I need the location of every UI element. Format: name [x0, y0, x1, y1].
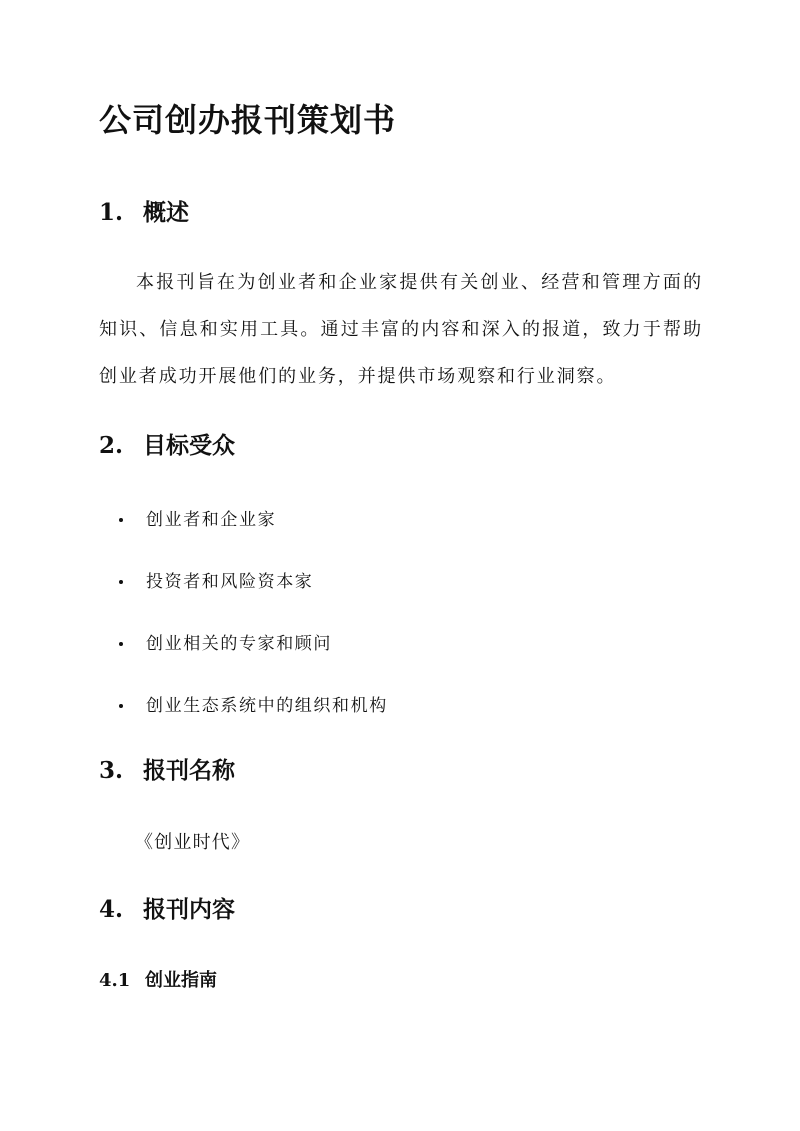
- document-title: 公司创办报刊策划书: [99, 101, 397, 139]
- section-heading-target-audience: [99, 428, 235, 464]
- list-item: [99, 500, 388, 562]
- section-number: 4.: [99, 896, 124, 923]
- list-item-text: 创业者和企业家: [146, 510, 277, 530]
- list-item-text: 创业生态系统中的组织和机构: [146, 696, 388, 716]
- section-title: 概述: [143, 199, 189, 226]
- section-heading-publication-name: [99, 753, 235, 789]
- section-title: 报刊内容: [143, 896, 235, 923]
- publication-name: 《创业时代》: [135, 832, 251, 853]
- bullet-icon: [119, 704, 123, 708]
- section-number: 3.: [99, 757, 124, 784]
- section-title: 报刊名称: [143, 757, 235, 784]
- section-number: 1.: [99, 199, 124, 226]
- list-item: [99, 562, 388, 624]
- subsection-title: 创业指南: [145, 970, 217, 991]
- overview-paragraph: 本报刊旨在为创业者和企业家提供有关创业、经营和管理方面的知识、信息和实用工具。通过丰富的内容和深入的报道，致力于帮助创业者成功开展他们的业务，并提供市场观察和行业洞察。: [99, 272, 703, 387]
- list-item-text: 创业相关的专家和顾问: [146, 634, 332, 654]
- bullet-icon: [119, 580, 123, 584]
- list-item-text: 投资者和风险资本家: [146, 572, 314, 592]
- bullet-icon: [119, 518, 123, 522]
- section-title: 目标受众: [143, 432, 235, 459]
- bullet-icon: [119, 642, 123, 646]
- audience-list: [99, 500, 388, 748]
- list-item: [99, 624, 388, 686]
- section-number: 2.: [99, 432, 124, 459]
- subsection-number: 4.1: [99, 970, 131, 991]
- subsection-heading-startup-guide: [99, 966, 217, 996]
- section-heading-publication-content: [99, 892, 235, 928]
- section-heading-overview: [99, 195, 189, 231]
- list-item: [99, 686, 388, 748]
